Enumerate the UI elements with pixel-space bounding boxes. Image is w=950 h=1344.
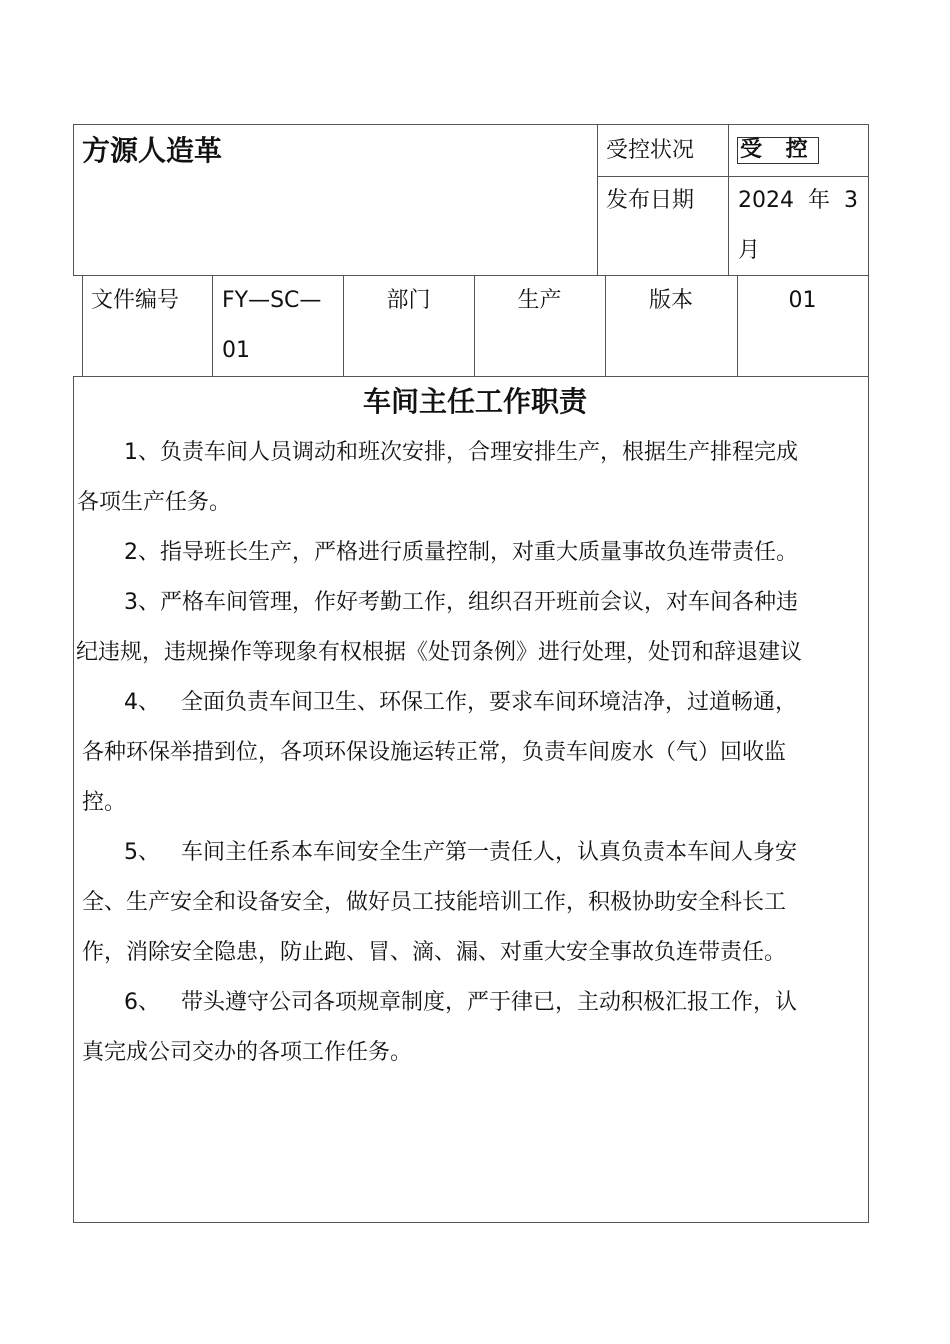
duty-4-line-1: 4、 全面负责车间卫生、环保工作，要求车间环境洁净，过道畅通， bbox=[124, 690, 797, 715]
duty-6-line-1: 6、 带头遵守公司各项规章制度，严于律已，主动积极汇报工作，认 bbox=[124, 990, 797, 1015]
duty-5-line-1: 5、 车间主任系本车间安全生产第一责任人，认真负责本车间人身安 bbox=[124, 840, 797, 865]
duty-1-line-2: 各项生产任务。 bbox=[77, 490, 232, 515]
department-label: 部门 bbox=[386, 288, 431, 313]
info-row-right-border bbox=[868, 276, 869, 376]
duty-6-line-2: 真完成公司交办的各项工作任务。 bbox=[82, 1040, 413, 1065]
issue-date-value-cont: 月 bbox=[738, 238, 761, 263]
header-row-divider bbox=[597, 176, 869, 177]
duty-5-line-3: 作，消除安全隐患，防止跑、冒、滴、漏、对重大安全事故负连带责任。 bbox=[82, 940, 787, 965]
header-divider-2 bbox=[728, 124, 729, 276]
issue-date-label: 发布日期 bbox=[606, 188, 695, 213]
info-divider-1 bbox=[212, 276, 213, 376]
duty-2-line-1: 2、指导班长生产，严格进行质量控制，对重大质量事故负连带责任。 bbox=[124, 540, 798, 565]
doc-number-value: FY—SC— bbox=[222, 288, 322, 313]
version-value: 01 bbox=[788, 288, 817, 313]
control-status-label: 受控状况 bbox=[606, 138, 695, 163]
department-value: 生产 bbox=[517, 288, 562, 313]
duty-3-line-1: 3、严格车间管理，作好考勤工作，组织召开班前会议，对车间各种违 bbox=[124, 590, 798, 615]
duty-1-line-1: 1、负责车间人员调动和班次安排，合理安排生产，根据生产排程完成 bbox=[124, 440, 798, 465]
duty-4-line-2: 各种环保举措到位，各项环保设施运转正常，负责车间废水（气）回收监 bbox=[82, 740, 787, 765]
company-name: 方源人造革 bbox=[82, 134, 223, 167]
doc-number-value-cont: 01 bbox=[222, 338, 250, 363]
control-status-stamp: 受 控 bbox=[737, 137, 819, 164]
document-title: 车间主任工作职责 bbox=[362, 385, 587, 418]
version-label: 版本 bbox=[648, 288, 693, 313]
duty-3-line-2: 纪违规，违规操作等现象有权根据《处罚条例》进行处理，处罚和辞退建议 bbox=[76, 640, 803, 665]
info-row-left-border bbox=[82, 276, 83, 376]
duty-5-line-2: 全、生产安全和设备安全，做好员工技能培训工作，积极协助安全科长工 bbox=[82, 890, 787, 915]
header-divider-1 bbox=[597, 124, 598, 276]
doc-number-label: 文件编号 bbox=[91, 288, 180, 313]
issue-date-value: 2024 年 3 bbox=[738, 188, 858, 213]
duty-4-line-3: 控。 bbox=[82, 790, 127, 815]
